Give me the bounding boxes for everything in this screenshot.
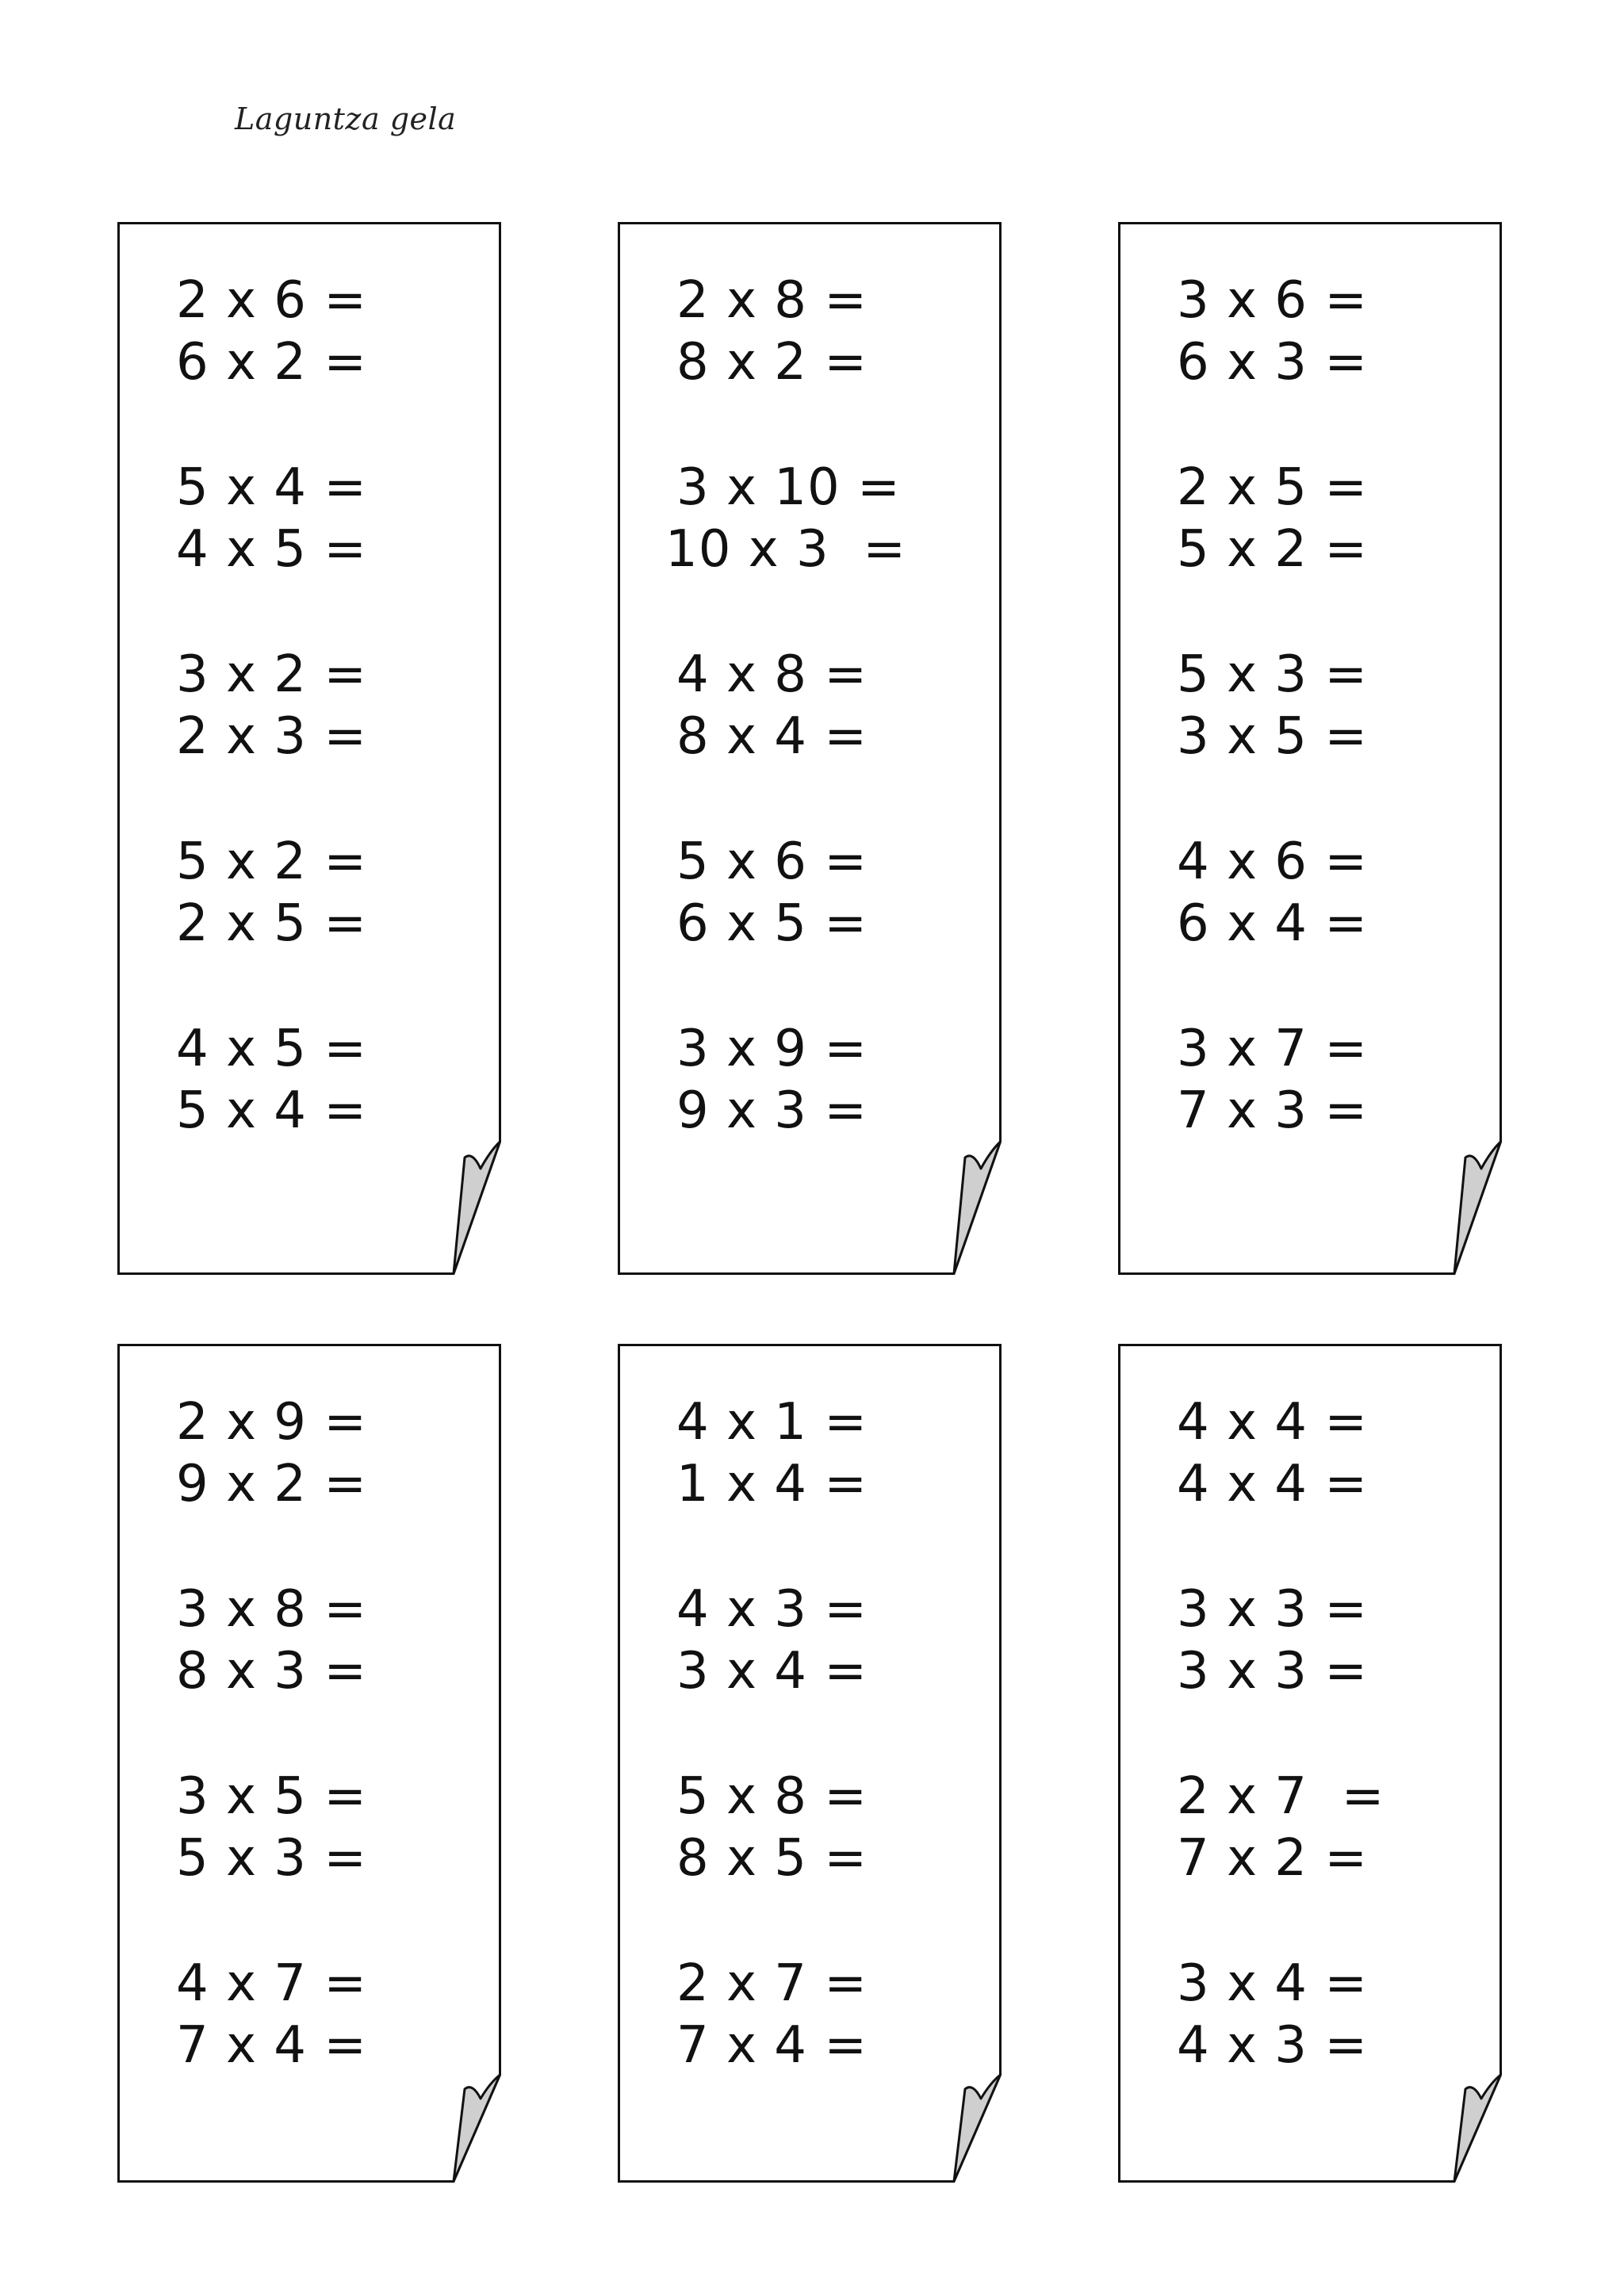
equation: 5 x 2 =	[1177, 520, 1368, 579]
equation: 4 x 5 =	[176, 1020, 367, 1078]
worksheet-card-6	[1118, 1344, 1502, 2183]
equation: 2 x 5 =	[1177, 458, 1368, 517]
equation: 4 x 4 =	[1177, 1455, 1368, 1513]
equation: 3 x 7 =	[1177, 1020, 1368, 1078]
equation: 7 x 3 =	[1177, 1081, 1368, 1140]
equation: 2 x 8 =	[676, 271, 868, 330]
equation: 1 x 4 =	[676, 1455, 868, 1513]
equation: 3 x 6 =	[1177, 271, 1368, 330]
equation: 4 x 6 =	[1177, 832, 1368, 891]
equation: 3 x 5 =	[176, 1767, 367, 1826]
worksheet-card-3	[1118, 222, 1502, 1275]
equation: 3 x 10 =	[676, 458, 901, 517]
equation: 6 x 5 =	[676, 894, 868, 953]
equation: 9 x 3 =	[676, 1081, 868, 1140]
equation: 4 x 1 =	[676, 1393, 868, 1452]
equation: 3 x 3 =	[1177, 1580, 1368, 1639]
equation: 6 x 2 =	[176, 333, 367, 392]
equation: 4 x 3 =	[676, 1580, 868, 1639]
equation: 6 x 3 =	[1177, 333, 1368, 392]
equation: 10 x 3 =	[665, 520, 907, 579]
equation: 8 x 3 =	[176, 1642, 367, 1701]
equation: 4 x 5 =	[176, 520, 367, 579]
equation: 5 x 2 =	[176, 832, 367, 891]
worksheet-card-1	[117, 222, 501, 1275]
equation: 3 x 2 =	[176, 645, 367, 704]
equation: 4 x 4 =	[1177, 1393, 1368, 1452]
equation: 7 x 2 =	[1177, 1829, 1368, 1888]
equation: 5 x 3 =	[1177, 645, 1368, 704]
equation: 6 x 4 =	[1177, 894, 1368, 953]
equation: 3 x 9 =	[676, 1020, 868, 1078]
equation: 4 x 8 =	[676, 645, 868, 704]
equation: 2 x 7 =	[1177, 1767, 1385, 1826]
equation: 3 x 8 =	[176, 1580, 367, 1639]
equation-list	[176, 270, 367, 1142]
worksheet-card-5	[618, 1344, 1002, 2183]
equation: 8 x 4 =	[676, 707, 868, 766]
equation: 4 x 3 =	[1177, 2016, 1368, 2075]
equation: 2 x 7 =	[676, 1954, 868, 2013]
equation: 5 x 6 =	[676, 832, 868, 891]
equation: 7 x 4 =	[676, 2016, 868, 2075]
page-title: Laguntza gela	[235, 101, 457, 136]
equation: 2 x 3 =	[176, 707, 367, 766]
equation: 9 x 2 =	[176, 1455, 367, 1513]
equation: 3 x 3 =	[1177, 1642, 1368, 1701]
equation: 7 x 4 =	[176, 2016, 367, 2075]
equation: 5 x 4 =	[176, 458, 367, 517]
equation-list	[1177, 270, 1368, 1142]
equation: 3 x 4 =	[1177, 1954, 1368, 2013]
equation: 3 x 5 =	[1177, 707, 1368, 766]
worksheet-card-4	[117, 1344, 501, 2183]
equation: 2 x 9 =	[176, 1393, 367, 1452]
equation-list	[676, 1391, 868, 2076]
equation: 5 x 8 =	[676, 1767, 868, 1826]
equation: 3 x 4 =	[676, 1642, 868, 1701]
equation: 5 x 4 =	[176, 1081, 367, 1140]
equation-list	[176, 1391, 367, 2076]
equation: 8 x 2 =	[676, 333, 868, 392]
equation: 5 x 3 =	[176, 1829, 367, 1888]
equation-list	[1177, 1391, 1385, 2076]
equation: 2 x 6 =	[176, 271, 367, 330]
equation: 8 x 5 =	[676, 1829, 868, 1888]
equation-list	[665, 270, 907, 1142]
worksheet-card-2	[618, 222, 1002, 1275]
equation: 4 x 7 =	[176, 1954, 367, 2013]
equation: 2 x 5 =	[176, 894, 367, 953]
